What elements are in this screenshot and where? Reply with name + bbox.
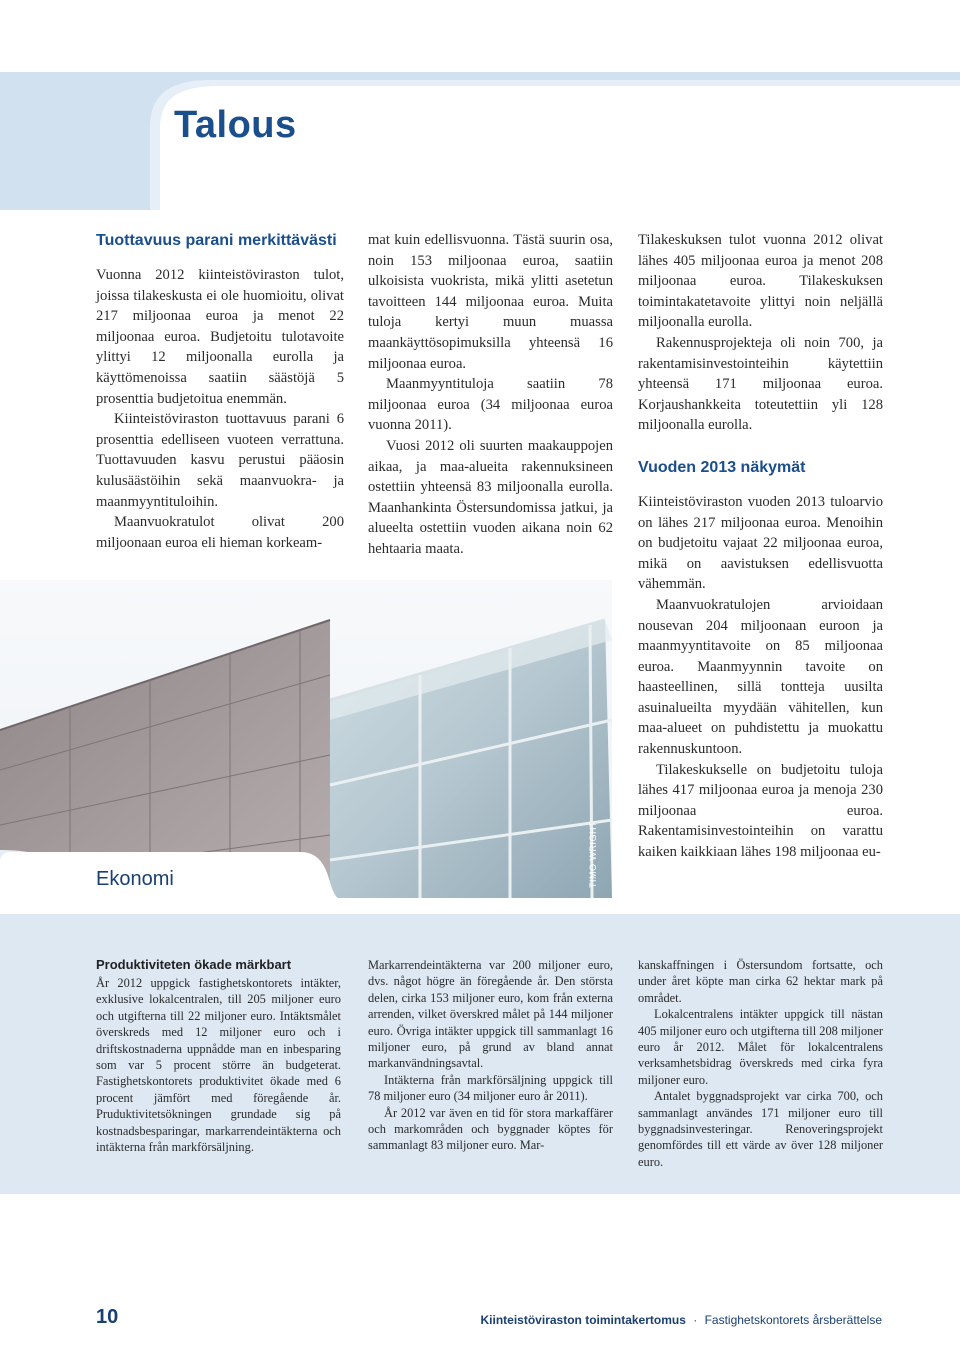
sv-column-1 [96,957,341,1155]
sv-paragraph: Antalet byggnadsprojekt var cirka 700, och sammanlagt användes 171 miljoner euro till byggnadsinvesteringar. Renoveringsprojekt genomfördes till ett värde av över 128 miljoner euro. [638,1089,883,1169]
header-wave-graphic [0,0,960,210]
sv-paragraph: Markarrendeintäkterna var 200 miljoner euro, dvs. något högre än föregående år. Den största delen, cirka 153 miljoner euro, kom från externa arrenden, vilket överskred målet på 144 miljoner euro. Övriga intäkter uppgick till sammanlagt 16 miljoner euro, på grund av bland annat markanvändningsavtal. [368,958,613,1071]
sv-paragraph: Lokalcentralens intäkter uppgick till nästan 405 miljoner euro och utgifterna till 208 miljoner euro år 2012. Målet för lokalcentralens verksamhetsbidrag överskreds med cirka fyra miljoner euro. [638,1007,883,1087]
fi-paragraph: Kiinteistöviraston vuoden 2013 tuloarvio on lähes 217 miljoonaa euroa. Menoihin on budjetoitu vajaat 22 miljoonaa euroa, mikä on aavistuksen edellisvuotta vähemmän. [638,493,883,593]
fi-paragraph: Maanmyyntituloja saatiin 78 miljoonaa euroa (34 miljoonaa euroa vuonna 2011). [368,376,613,434]
sv-column-2 [368,957,613,1154]
photo-credit: TIMO WRIGHT [588,821,598,888]
sv-paragraph: År 2012 var även en tid för stora markaffärer och markområden och byggnader köptes för sammanlagt 83 miljoner euro. Mar- [368,1105,613,1153]
page-number: 10 [96,1306,119,1328]
fi-paragraph: Tilakeskuksen tulot vuonna 2012 olivat lähes 405 miljoonaa euroa ja menot 208 miljoonaa euroa. Tilakeskuksen toimintakatetavoite ylittyi noin neljällä miljoonalla eurolla. [638,232,883,331]
header-band [0,0,960,210]
section-label-ekonomi: Ekonomi [96,868,174,890]
sv-paragraph: Intäkterna från markförsäljning uppgick till 78 miljoner euro (34 miljoner euro år 2011). [368,1072,613,1104]
section-label-background [0,852,612,902]
building-facade-image [0,580,612,898]
sv-paragraph: kanskaffningen i Östersundom fortsatte, och under året köpte man cirka 62 hektar mark på området. [638,958,883,1005]
fi-paragraph: Tilakeskukselle on budjetoitu tuloja lähes 417 miljoonaa euroa ja menoja 230 miljoonaa euroa. Rakentamisinvestointeihin on varattu kaiken kaikkiaan lähes 198 miljoonaa eu- [638,761,883,861]
fi-paragraph: Vuosi 2012 oli suurten maakauppojen aikaa, ja maa-alueita rakennuksineen ostettiin yhteensä 83 miljoonalla eurolla. Maanhankinta Östersundomissa jatkui, ja alueelta ostettiin vuoden aikana noin 62 hehtaaria maata. [368,437,613,557]
fi-paragraph: Kiinteistöviraston tuottavuus parani 6 prosenttia edelliseen vuoteen verrattuna. Tuottavuuden kasvu perustui pääosin kulusäästöihin sekä maanvuokra- ja maanmyyntituloihin. [96,411,344,510]
footer-publication [481,1313,882,1327]
fi-column-3 [638,230,883,863]
footer-separator: · [693,1313,698,1327]
fi-heading-productivity: Tuottavuus parani merkittävästi [96,232,337,249]
fi-paragraph: mat kuin edellisvuonna. Tästä suurin osa, noin 153 miljoonaa euroa, saatiin ulkoisista vuokrista, mikä ylitti asetetun tavoitteen 144 miljoonaa euroa. Muita tuloja kertyi muun muassa maankäyttösopimuksilla yhteensä 16 miljoonaa euroa. [368,232,613,372]
sv-heading: Produktiviteten ökade märkbart [96,957,292,972]
footer-publication-fi: Kiinteistöviraston toimintakertomus [480,1313,686,1327]
fi-column-1 [96,231,344,553]
fi-paragraph: Maanvuokratulot olivat 200 miljoonaan euroa eli hieman korkeam- [96,514,344,551]
fi-heading-outlook: Vuoden 2013 näkymät [638,458,806,476]
footer-publication-sv: Fastighetskontorets årsberättelse [704,1313,882,1327]
fi-column-2 [368,230,613,560]
fi-paragraph: Maanvuokratulojen arvioidaan nousevan 204 miljoonaan euroon ja maanmyyntitavoite on 85 miljoonaa euroa. Maanmyynnin tavoite on haasteellinen, sillä tontteja uusilta asuinalueilta myydään vähitellen, kun maa-alueet on puhdistettu ja muokattu rakennuskuntoon. [638,596,883,758]
page-title: Talous [174,104,297,146]
fi-paragraph: Vuonna 2012 kiinteistöviraston tulot, joissa tilakeskusta ei ole huomioitu, olivat 217 miljoonaa euroa ja menot 22 miljoonaa euroa. Budjetoitu tulotavoite ylittyi 12 miljoonalla eurolla ja käyttömenoissa saatiin säästöjä 5 prosenttia budjetoitua enemmän. [96,267,344,407]
sv-column-3 [638,957,883,1170]
sv-paragraph: År 2012 uppgick fastighetskontorets intäkter, exklusive lokalcentralen, till 205 miljoner euro och utgifterna till 22 miljoner euro. Intäktsmålet överskreds med 12 miljoner euro och i driftskostnaderna uppnådde man en inbesparing som var 5 procent större än budgeterat. Fastighetskontorets produktivitet ökade med 6 procent jämfört med föregående år. Pruduktivitetsökningen grundade sig på kostnadsbesparingar, markarrendeintäkterna och intäkterna från markförsäljning. [96,976,341,1155]
building-photo [0,580,612,898]
fi-paragraph: Rakennusprojekteja oli noin 700, ja rakentamisinvestointeihin käytettiin yhteensä 171 miljoonaa euroa. Korjaushankkeita toteutettiin yli 128 miljoonalla eurolla. [638,334,883,434]
